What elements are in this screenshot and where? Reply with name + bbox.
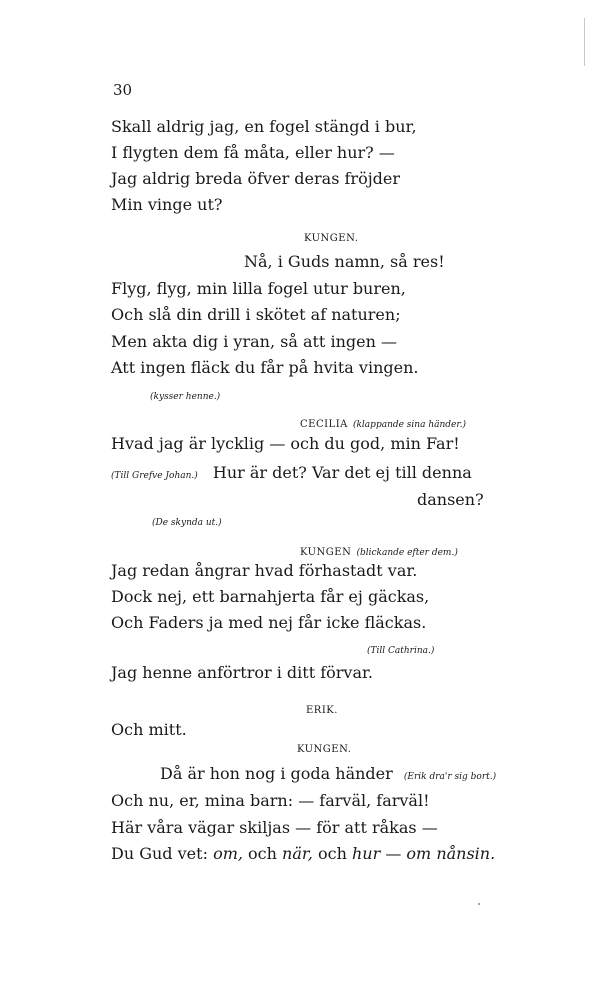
verse-row [111,463,472,486]
verse-text: Då är hon nog i goda händer [160,764,393,783]
print-speck [478,903,480,905]
emphasis: om nånsin. [406,844,496,863]
emphasis: hur [351,844,381,863]
emphasis: när, [282,844,313,863]
verse-row [160,764,496,787]
speaker-name: ERIK. [306,705,338,716]
stage-direction: (kysser henne.) [150,392,221,402]
speaker-name: CECILIA [300,419,348,430]
speaker-line [300,412,466,435]
verse-line: Hvad jag är lycklig — och du god, min Far! [111,434,460,453]
stage-direction: (blickande efter dem.) [356,548,458,558]
verse-line: Jag redan ångrar hvad förhastadt var. [111,561,418,580]
stage-direction: (Erik dra'r sig bort.) [403,772,497,782]
verse-text: Du Gud vet: [111,844,208,863]
speaker-name: KUNGEN [300,547,352,558]
verse-line: Att ingen fläck du får på hvita vingen. [111,358,419,377]
stage-direction: (klappande sina händer.) [352,420,467,430]
verse-text: och [317,844,347,863]
stage-direction: (Till Grefve Johan.) [111,471,198,481]
verse-line: I flygten dem få måta, eller hur? — [111,143,395,162]
speaker-line [300,540,458,563]
verse-line: Men akta dig i yran, så att ingen — [111,332,397,351]
verse-line: Nå, i Guds namn, så res! [244,252,445,271]
verse-text: Hur är det? Var det ej till denna [212,463,472,482]
stage-direction: (De skynda ut.) [152,518,222,528]
verse-text: och [248,844,277,863]
speaker-name: KUNGEN. [304,233,359,244]
verse-line: Här våra vägar skiljas — för att råkas — [111,818,438,837]
page-edge-rule [584,18,585,66]
verse-line: Dock nej, ett barnahjerta får ej gäckas, [111,587,430,606]
verse-line: Jag henne anförtror i ditt förvar. [111,663,373,682]
verse-line: Och nu, er, mina barn: — farväl, farväl! [111,791,430,810]
verse-line: Min vinge ut? [111,195,223,214]
verse-line: Skall aldrig jag, en fogel stängd i bur, [111,117,417,136]
speaker-name: KUNGEN. [297,744,352,755]
verse-text: — [385,844,402,863]
verse-line: Flyg, flyg, min lilla fogel utur buren, [111,279,406,298]
page-number: 30 [113,81,133,99]
stage-direction: (Till Cathrina.) [367,646,435,656]
verse-line [111,844,495,864]
verse-line: Och Faders ja med nej får icke fläckas. [111,613,427,632]
verse-line: Och mitt. [111,720,187,739]
verse-line: Jag aldrig breda öfver deras fröjder [111,169,401,188]
verse-line: Och slå din drill i skötet af naturen; [111,305,401,324]
verse-line: dansen? [417,490,484,509]
emphasis: om, [213,844,243,863]
